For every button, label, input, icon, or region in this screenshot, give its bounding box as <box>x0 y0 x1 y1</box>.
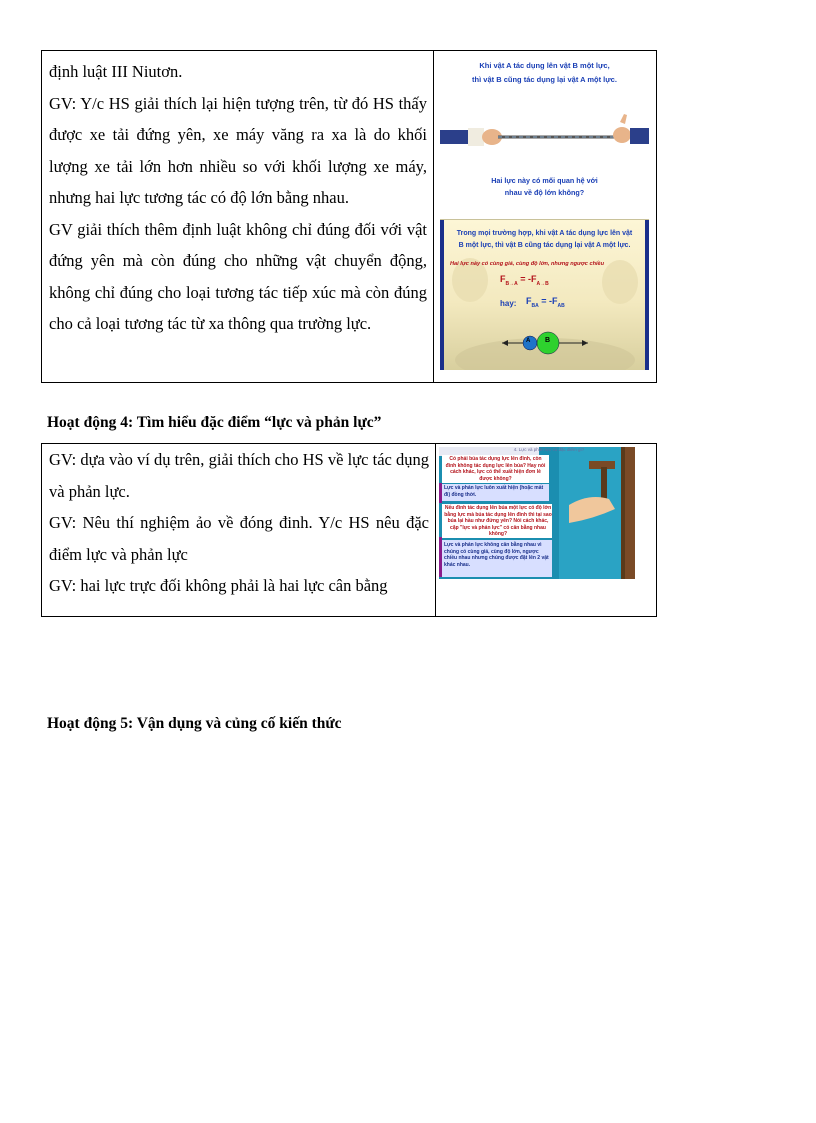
table-activity-4 <box>41 443 657 617</box>
paragraph: GV: dựa vào ví dụ trên, giải thích cho HS về lực tác dụng và phản lực. <box>49 450 429 501</box>
hands-pulling-rope-illustration <box>440 110 649 170</box>
slide-question-2: Nếu đinh tác dụng lên búa một lực có độ lớn bằng lực mà búa tác dụng lên đinh thì tại sao búa lại hầu như đứng yên? Nói cách khác, cặp "lực và phản lực" có cân bằng nhau không? <box>444 505 552 537</box>
section-heading-activity-5: Hoạt động 5: Vận dụng và củng cố kiến thức <box>47 715 342 732</box>
formula-2: $F_{BA} = -F_{AB}$ <box>526 296 565 309</box>
table-cell-text <box>42 51 434 382</box>
slide-hammer-nail <box>439 447 635 579</box>
slide-question-1: Có phải búa tác dụng lực lên đinh, còn đinh không tác dụng lực lên búa? Hay nói cách khác, lực có thể xuất hiện đơn lẻ được không? <box>445 456 546 482</box>
table-cell-text <box>42 444 436 616</box>
slide-title: 4. Lực và phản lực có đặc điểm gì? <box>513 447 585 452</box>
slide-answer-1: Lực và phản lực luôn xuất hiện (hoặc mất đi) đồng thời. <box>444 485 544 498</box>
slide-hay-label: hay: <box>500 299 517 308</box>
table-activity-3 <box>41 50 657 383</box>
table-cell-image <box>436 444 656 616</box>
slide-note: Hai lực này có cùng giá, cùng độ lớn, nhưng ngược chiều <box>450 261 605 267</box>
slide-line: Trong mọi trường hợp, khi vật A tác dụng lực lên vật <box>456 230 633 237</box>
section-heading-activity-4: Hoạt động 4: Tìm hiểu đặc điểm “lực và phản lực” <box>47 414 382 431</box>
ball-b-label: B <box>545 337 551 344</box>
paragraph: định luật III Niutơn. <box>49 62 183 81</box>
paragraph: GV giải thích thêm định luật không chỉ đúng đối với vật đứng yên mà còn đúng cho những vật chuyển động, không chỉ đúng cho loại tương tác tiếp xúc mà còn đúng cho cả loại tương tác từ xa thông qua trường lực. <box>49 219 427 333</box>
paragraph: GV: Y/c HS giải thích lại hiện tượng trên, từ đó HS thấy được xe tải đứng yên, xe máy văng ra xa là do khối lượng xe tải lớn hơn nhiều so với khối lượng xe máy, nhưng hai lực tương tác có độ lớn bằng nhau. <box>49 93 427 207</box>
slide-line: B một lực, thì vật B cũng tác dụng lại vật A một lực. <box>458 242 631 249</box>
slide-answer-2: Lực và phản lực không cân bằng nhau vì chúng có cùng giá, cùng độ lớn, ngược chiều nhau nhưng chúng được đặt lên 2 vật khác nhau. <box>444 542 549 568</box>
slide-line: thì vật B cũng tác dụng lại vật A một lực. <box>472 75 617 84</box>
table-cell-image <box>434 51 656 382</box>
paragraph: GV: hai lực trực đối không phải là hai lực cân bằng <box>49 576 388 595</box>
slide-action-reaction <box>440 219 649 370</box>
slide-question: nhau về độ lớn không? <box>504 188 585 197</box>
formula-1: $F_{B\to A} = -F_{A\to B}$ <box>500 274 549 287</box>
slide-question: Hai lực này có mối quan hệ với <box>491 176 598 185</box>
slide-line: Khi vật A tác dụng lên vật B một lực, <box>479 61 610 70</box>
ball-a-label: A <box>526 338 531 344</box>
paragraph: GV: Nêu thí nghiệm ảo về đóng đinh. Y/c HS nêu đặc điểm lực và phản lực <box>49 513 429 564</box>
